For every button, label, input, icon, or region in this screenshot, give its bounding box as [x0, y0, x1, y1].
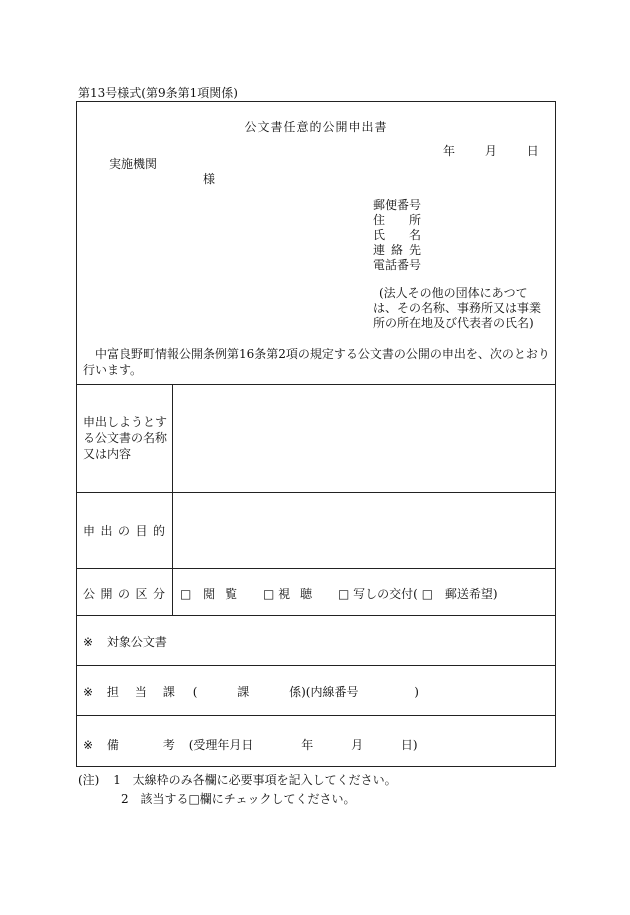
copy-checkbox[interactable]: □	[338, 587, 350, 601]
footnote-prefix: (注)	[78, 773, 100, 787]
section-label: 担当課	[106, 685, 175, 699]
footnote-1-text: 太線枠のみ各欄に必要事項を記入してください。	[132, 773, 397, 787]
corporate-note-line-2: は、その名称、事務所又は事業	[373, 301, 542, 315]
divider	[77, 568, 555, 569]
declaration-text: 中富良野町情報公開条例第16条第2項の規定する公文書の公開の申出を、次のとおり行います。	[83, 347, 550, 377]
form-title: 公文書任意的公開申出書	[244, 120, 388, 134]
listen-checkbox[interactable]: □	[263, 587, 275, 601]
office-use-mark: ※	[83, 635, 94, 649]
received-date-label: (受理年月日	[188, 738, 254, 752]
footnote-2-text: 該当する□欄にチェックしてください。	[140, 792, 356, 806]
postal-code-label: 郵便番号	[373, 198, 422, 212]
purpose-label: 申出の目的	[83, 524, 165, 538]
purpose-field[interactable]	[177, 494, 551, 566]
target-document-label: 対象公文書	[106, 635, 167, 649]
copy-option-label: 写しの交付(	[353, 587, 418, 601]
footnote-1-number: 1	[113, 773, 121, 787]
date-year-label: 年	[443, 144, 456, 158]
date-day-label: 日	[526, 144, 539, 158]
document-name-field[interactable]	[177, 386, 551, 490]
name-label: 氏名	[373, 228, 421, 242]
section-row	[83, 683, 419, 700]
mail-option-label: 郵送希望)	[444, 587, 498, 601]
section-paren-close: )	[414, 685, 419, 699]
footnote-1	[78, 771, 397, 788]
office-use-mark: ※	[83, 738, 94, 752]
form-number-label: 第13号様式(第9条第1項関係)	[78, 86, 238, 100]
date-month-label: 月	[484, 144, 497, 158]
divider	[77, 715, 555, 716]
application-form-frame	[76, 101, 556, 767]
listen-option-label: 視聴	[278, 587, 313, 601]
received-month-label: 月	[351, 738, 364, 752]
category-label: 公開の区分	[83, 587, 165, 601]
received-year-label: 年	[301, 738, 314, 752]
divider	[77, 615, 555, 616]
corporate-note-line-1: (法人その他の団体にあつて	[379, 286, 528, 300]
footnote-2-number: 2	[121, 792, 129, 806]
divider	[77, 665, 555, 666]
category-options	[180, 585, 498, 602]
column-divider	[172, 384, 173, 615]
corporate-note	[373, 286, 555, 331]
section-kakari-label: 係)(内線番号	[289, 685, 359, 699]
date-row[interactable]	[443, 142, 539, 159]
divider	[77, 492, 555, 493]
footnote-2	[121, 790, 355, 807]
mail-checkbox[interactable]: □	[421, 587, 434, 601]
recipient-org-label: 実施機関	[109, 157, 158, 171]
phone-label: 電話番号	[373, 258, 422, 272]
section-ka-label: 課	[237, 685, 250, 699]
view-checkbox[interactable]: □	[180, 587, 192, 601]
divider	[77, 384, 555, 385]
target-document-row	[83, 633, 167, 650]
address-label: 住所	[373, 213, 421, 227]
contact-label: 連絡先	[373, 243, 421, 257]
corporate-note-line-3: 所の所在地及び代表者の氏名)	[373, 316, 534, 330]
section-paren-open: (	[192, 685, 198, 699]
document-name-label: 申出しようとする公文書の名称又は内容	[83, 415, 168, 461]
office-use-mark: ※	[83, 685, 94, 699]
remarks-label: 備考	[106, 738, 175, 752]
view-option-label: 閲覧	[203, 587, 238, 601]
received-day-label: 日)	[400, 738, 418, 752]
recipient-honorific: 様	[203, 172, 216, 186]
remarks-row	[83, 736, 418, 753]
